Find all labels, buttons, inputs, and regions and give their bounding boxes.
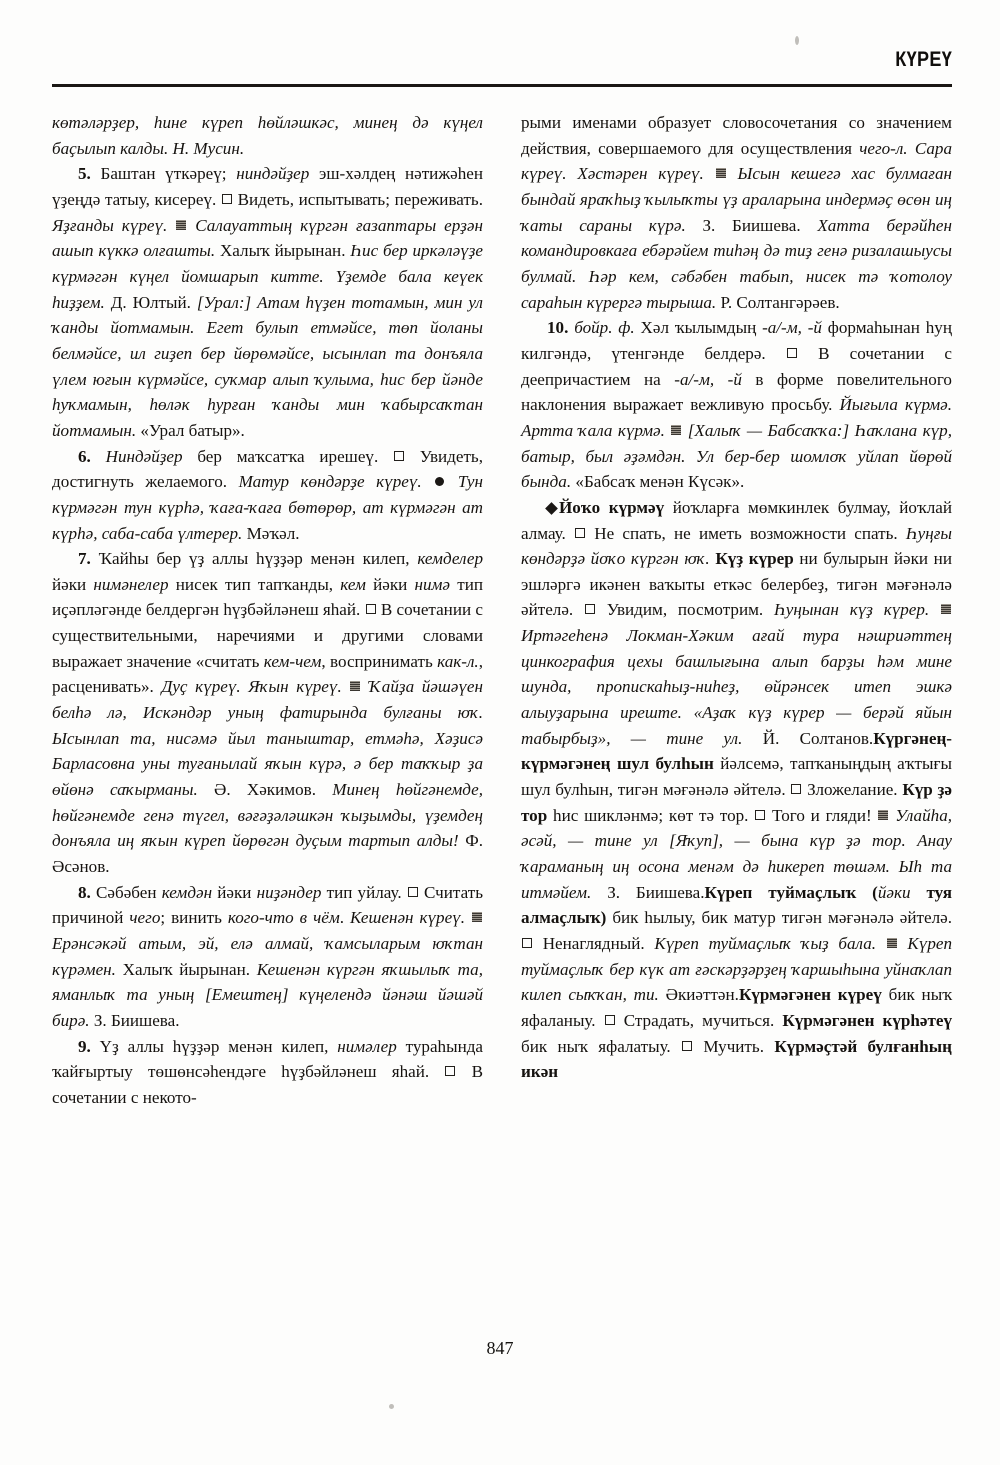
example-phrase: Матур көндәрҙе күреү. [238,472,422,492]
citation-text: [Урал:] Атам һүҙен тотамын, мин ул ҡанды йотмамын. Егет булып етмәйсе, төп йоланы белмәйсе, ил гиҙеп бер йөрөмәйсе, ысынлап та донъяла үлем юғын күрмәйсе, суҡмар алып ҡулыма, һис бер йәнде һуҡмамын, һөләк һурған ҡанды мин ҡабырсаҡтан йотмамын. [52,292,483,440]
citation-marker-icon [671,425,681,435]
sense-number: 7. [78,549,91,569]
gloss-italic: как-л. [437,651,479,671]
russian-gloss: Мучить. [693,1036,764,1056]
sense-italic: Ниндәйҙер [90,446,183,466]
sense-italic: нимәнелер [93,574,169,594]
entry-sense-5 [52,161,483,443]
example-phrase: Кешенән күреү. [349,908,466,928]
sense-text: Ҡайһы бер үҙ аллы һүҙҙәр менән килеп, [90,549,418,569]
phraseme-text: йоҡларға мөмкинлек булмау, йоҡлай алмау. [521,497,952,543]
example-phrase: Сара күреү. Хәстәрен күреү. [521,138,952,184]
phraseme-text: һис шикләнмә; көт тә тор. [547,805,755,825]
citation-marker-icon [176,220,186,230]
citation-text: Кешенән күргән яҡшылыҡ та, яманлыҡ та уның [Емештең] күңелендә йәнәш йәшәй бирә. [52,959,483,1030]
running-head-word: КҮРЕҮ [895,48,952,71]
citation-text: Ысын кешегә хас булмаған бындай яраҡһыҙ ҡылыҡты үҙ араларына индермәҫ өсөн иң ҡаты сараны күрә. [521,164,952,235]
phraseme-text: бик ныҡ яфаланыу. [521,985,952,1030]
russian-gloss: Ненаглядный. [533,934,655,953]
left-column [52,110,483,1300]
phraseme-text: ни булырын йәки ни эшләргә икәнен ваҡыты еткәс белербеҙ, тигән мәғәнәлә әйтелә. [521,549,952,620]
gloss-italic: чего-л. [859,138,908,158]
sense-italic: нимәлер [337,1036,397,1056]
sense-number: 9. [78,1036,91,1056]
sense-text: эш-хәлдең нәтижәһен үҙеңдә татыу, кисереү. [52,164,484,209]
citation-source: Мәҡәл. [242,523,300,543]
gloss-marker-icon [394,451,404,461]
sense-text: йәки [52,574,94,594]
citation-marker-icon [941,604,951,614]
sense-italic: ниндәйҙер [236,164,310,184]
header-rule [52,84,952,87]
phraseme-headword: Күреп туймаҫлыҡ [704,882,857,902]
sense-text: йәки [212,882,257,902]
gloss-marker-icon [522,938,532,948]
citation-marker-icon [887,938,897,948]
scan-speck [389,1404,394,1409]
entry-sense-10 [521,315,952,495]
grammar-label: бойр. ф. [568,318,635,338]
text-continuation: көтәләрҙер, һине күреп һөйләшкәс, минең дә күңел баҫылып калды. Н. Мусин. [52,113,483,158]
gloss-marker-icon [787,348,797,358]
example-phrase: Йығыла күрмә. Артта ҡала күрмә. [521,395,952,440]
sense-italic: -а/-м, -й [762,318,822,338]
citation-text: Хатта берәйһен командировкаға ебәрәйем тиһәң дә тиҙ генә ризалашыусы булмай. Һәр кем, сәбәбен табып, нисек тә ҡотолоу сараһын күрергә тырыша. [521,215,953,312]
citation-source: Ф. Әсәнов. [52,831,483,877]
phraseme-alt-headword: туя алмаҫлыҡ [521,882,953,928]
page-number: 847 [486,1338,514,1358]
sense-text: тураһында ҡайғыртыу төшөнсәһендәге һүҙбәйләнеш яһай. [52,1036,484,1082]
russian-gloss: В сочетании с деепричастием на [521,343,952,389]
sense-text: Үҙ аллы һүҙҙәр менән килеп, [90,1036,338,1056]
citation-marker-icon [472,912,482,922]
entry-sense-7 [52,546,483,880]
sense-number: 10. [547,318,569,338]
russian-gloss: Видеть, испытывать; переживать. [232,189,483,209]
right-column [521,110,952,1300]
phraseme-marker-icon [545,502,558,515]
gloss-marker-icon [222,194,232,204]
russian-gloss: Зложелание. [802,780,898,800]
citation-text: Ҡайҙа йәшәүен белһә лә, Искәндәр уның фатирында булғаны юҡ. Ысынлап та, нисәмә йыл таныштар, етмәһә, Хәҙисә Барласовна уны туғанылай яҡын күрә, ә бер таҡҡыр ҙа өйөнә саҡырманы. [52,677,483,800]
citation-source: Халыҡ йырынан. [215,241,351,261]
entry-sense-6 [52,444,483,547]
sense-text: Баштан үткәреү; [90,164,237,184]
body-columns [52,110,952,1300]
russian-gloss: Страдать, мучиться. [615,1010,775,1030]
citation-source: Р. Солтангәрәев. [716,292,840,312]
phraseme-text: бик һылыу, бик матур тигән мәғәнәлә әйтелә. [606,908,952,928]
sense-number: 8. [78,882,91,902]
russian-gloss: . [339,908,350,928]
citation-source: Әкиәттән. [658,985,739,1005]
citation-source: Д. Юлтый. [104,292,197,312]
phraseme-headword: Күр ҙә тор [521,780,952,825]
sense-text: тип уйлау. [321,882,407,902]
russian-gloss: Увидим, посмотрим. [595,600,774,620]
sense-italic: кем [340,574,366,594]
citation-text: [Халыҡ — Бабсаҡҡа:] Һаҡлана күр, батыр, был әҙәмдән. Ул бер-бер шомлоҡ уйлап йөрөй бында. [521,420,952,492]
sense-italic: кемдән [161,882,213,902]
proverb-text: Тун күрмәгән тун күрһә, ҡаға-ҡаға бөтөрөр, ат күрмәгән ат күрһә, саба-саба үлтерер. [52,472,483,543]
citation-text: Һис бер иркәләүҙе күрмәгән күңел йомшарып китте. Үҙемде бала кеүек һиҙҙем. [52,241,483,312]
citation-marker-icon [716,168,726,178]
example-phrase: Яҙғанды күреү. [52,215,168,235]
sense-text: нисек тип тапҡанды, [168,574,341,594]
paragraph-continuation-right [521,110,952,315]
entry-sense-9 [52,1034,483,1111]
russian-gloss: ; винить [160,908,228,928]
sense-text: бер маҡсатҡа ирешеү. [182,446,393,466]
sense-number: 5. [78,164,91,184]
example-phrase: Күреп туймаҫлыҡ ҡыҙ бала. [654,934,877,953]
paragraph-continuation [52,110,483,161]
gloss-marker-icon [755,810,765,820]
russian-gloss: Увидеть, достигнуть желаемого. [52,446,483,492]
gloss-marker-icon [682,1041,692,1051]
gloss-italic: кем-чем [263,651,322,671]
gloss-marker-icon [605,1015,615,1025]
sense-text: тип иҫәпләгәнде белдергән һүҙбәйләнеш яһай. [52,574,483,620]
citation-source: Ә. Хәкимов. [197,780,333,800]
citation-source: «Урал батыр». [136,420,245,440]
sense-italic: кемделер [417,549,483,569]
phraseme-text: бик ныҡ яфалатыу. [521,1036,682,1056]
scan-speck [795,36,799,45]
example-phrase: Һуңынан күҙ күрер. [773,600,930,620]
gloss-marker-icon [791,784,801,794]
citation-text: Салауаттың күргән ғазаптары ерҙән ашып күккә олғашты. [52,215,484,261]
gloss-italic: чего [129,908,161,928]
phraseme-headword: Күрмәгәнен күреү [738,985,882,1005]
phraseme-paren-close: ) [600,908,607,928]
gloss-italic: кого-что в чём [227,908,340,928]
citation-text: Минең һөйгәнемде, һөйгәнемде генә түгел, вәғәҙәләшкән ҡыҙымды, үҙемдең донъяла иң яҡын күреп йөрөгән дуҫым тартып алды! [52,780,483,851]
phraseme-headword: Күрмәгәнен күрһәтеү [782,1010,953,1030]
citation-source: «Бабсаҡ менән Күсәк». [571,472,745,492]
phraseme-headword: Йоҡо күрмәү [559,497,665,517]
russian-gloss: , расценивать». [52,651,483,697]
sense-text: йәки [365,574,415,594]
phraseme-text: йәлсемә, тапҡаныңдың аҡтығы шул булһын, тигән мәғәнәлә әйтелә. [521,754,952,800]
sense-italic: ниҙәндер [256,882,322,902]
citation-source: З. Биишева. [591,882,705,902]
entry-sense-8 [52,880,483,1034]
citation-source: З. Биишева. [89,1010,180,1030]
citation-marker-icon [878,810,888,820]
russian-gloss: В сочетании с некото- [52,1062,483,1107]
sense-text: Хәл ҡылымдың [634,318,763,338]
sense-text: формаһынан һуң килгәндә, үтенгәнде белдерә. [521,318,952,363]
gloss-marker-icon [408,887,418,897]
phraseme-alt-marker: йәки [877,882,911,902]
example-phrase: Һуңғы көндәрҙә йоҡо күргән юҡ. [521,523,952,569]
example-phrase: Дуҫ күреү. Яҡын күреү. [161,677,342,697]
citation-text: Ерәнсәкәй атым, эй, елә алмай, ҡамсыларым юҡтан күрәмен. [52,934,483,979]
proverb-marker-icon [435,477,444,486]
phraseme-headword: Күрмәҫтәй булғанһың икән [521,1036,952,1082]
gloss-marker-icon [366,604,376,614]
citation-source: Й. Солтанов. [742,728,874,748]
gloss-marker-icon [585,604,595,614]
gloss-italic: -а/-м, -й [674,369,742,389]
gloss-marker-icon [575,528,585,538]
russian-gloss: Не спать, не иметь возможности спать. [586,523,906,543]
russian-gloss: В сочетании с существительными, наречиями и другими словами выражает значение «считать [52,600,483,671]
phraseme-headword: Күргәнең-күрмәгәнең шул булһын [521,728,952,774]
phraseme-headword: Күҙ күрер [715,549,794,569]
citation-text: Улайһа, әсәй, — тине ул [Яҡуп], — бына күр ҙә тор. Анау ҡараманың иң осона менәм дә һикереп төшәм. Ыһ та итмәйем. [521,805,953,902]
russian-gloss: Того и гляди! [766,805,878,825]
citation-source: З. Биишева. [685,215,818,235]
citation-source: Халыҡ йырынан. [115,959,257,979]
sense-text: Сәбәбен [90,882,162,902]
phraseme-paren-open: ( [856,882,878,902]
russian-gloss: , воспринимать [321,651,438,671]
citation-text: Күреп туймаҫлыҡ бер күк ат ғәскәрҙәрҙең ҡаршыһына уйнаҡлап килеп сыҡҡан, ти. [521,934,953,1005]
sense-number: 6. [78,446,91,466]
russian-gloss: в форме повелительного наклонения выражает вежливую просьбу. [521,369,952,415]
phraseme-block [521,495,952,1085]
phraseme-alt-space [911,883,927,902]
running-head [52,48,952,94]
sense-italic: нимә [414,574,451,594]
citation-text: Иртәгеһенә Локман-Хәким ағай тура нәшриәттең цинкография цехы башлығына алып барҙы һәм мине шунда, пропискаһыҙ-ниһеҙ, өйрәнсек итеп эшкә алыуҙарына иреште. «Аҙаҡ күҙ күрер — берәй яйын табырбыҙ», — тине ул. [521,626,952,748]
citation-marker-icon [350,681,360,691]
russian-gloss: рыми именами образует словосочетания со значением действия, совершаемого для осуществления [521,113,952,158]
gloss-marker-icon [445,1066,455,1076]
russian-gloss: Считать причиной [52,882,484,928]
